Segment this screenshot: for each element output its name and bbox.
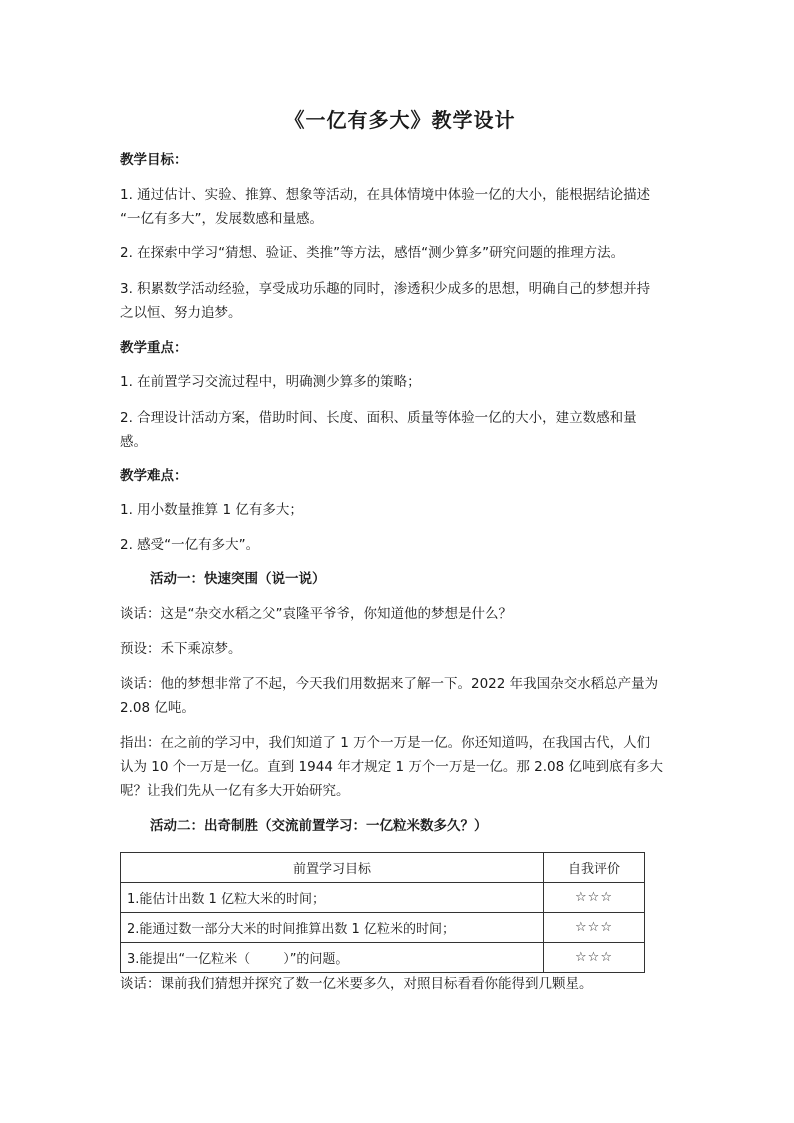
table-header-row [121,853,645,883]
key-point-2-line-1: 2. 合理设计活动方案，借助时间、长度、面积、质量等体验一亿的大小，建立数感和量 [120,410,637,426]
activity-1-preset: 预设：禾下乘凉梦。 [120,641,242,657]
objective-2: 2. 在探索中学习“猜想、验证、类推”等方法，感悟“测少算多”研究问题的推理方法。 [120,245,625,261]
activity-1-talk-2-line-1: 谈话：他的梦想非常了不起，今天我们用数据来了解一下。2022 年我国杂交水稻总产量为 [120,676,659,692]
activity-1-point-line-1: 指出：在之前的学习中，我们知道了 1 万个一万是一亿。你还知道吗，在我国古代，人们 [120,735,651,751]
activity-2-heading: 活动二：出奇制胜（交流前置学习：一亿粒米数多久？） [150,818,488,834]
activity-1-point-line-2: 认为 10 个一万是一亿。直到 1944 年才规定 1 万个一万是一亿。那 2.08 亿吨到底有多大 [120,759,664,775]
page-title: 《一亿有多大》教学设计 [284,108,516,132]
rating-stars: ☆☆☆ [544,943,645,973]
difficulty-1: 1. 用小数量推算 1 亿有多大； [120,502,303,518]
table-header-rating: 自我评价 [544,853,645,883]
objective-3-line-2: 之以恒、努力追梦。 [120,305,242,321]
key-point-2-line-2: 感。 [120,434,147,450]
activity-1-talk-1: 谈话：这是“杂交水稻之父”袁隆平爷爷，你知道他的梦想是什么？ [120,606,512,622]
activity-1-point-line-3: 呢？让我们先从一亿有多大开始研究。 [120,783,350,799]
table-row [121,883,645,913]
difficulties-heading: 教学难点： [120,468,188,484]
table-row [121,943,645,973]
objectives-heading: 教学目标： [120,152,188,168]
activity-1-heading: 活动一：快速突围（说一说） [150,571,326,587]
rating-stars: ☆☆☆ [544,883,645,913]
activity-2-talk: 谈话：课前我们猜想并探究了数一亿米要多久，对照目标看看你能得到几颗星。 [120,976,593,992]
objective-1-line-1: 1. 通过估计、实验、推算、想象等活动，在具体情境中体验一亿的大小，能根据结论描述 [120,187,651,203]
rating-stars: ☆☆☆ [544,913,645,943]
objective-1-line-2: “一亿有多大”，发展数感和量感。 [120,211,323,227]
pre-study-goals-table [120,852,645,973]
objective-3-line-1: 3. 积累数学活动经验，享受成功乐趣的同时，渗透积少成多的思想，明确自己的梦想并持 [120,281,651,297]
difficulty-2: 2. 感受“一亿有多大”。 [120,537,260,553]
goal-cell: 3.能提出“一亿粒米（ ）”的问题。 [121,943,544,973]
key-point-1: 1. 在前置学习交流过程中，明确测少算多的策略； [120,374,421,390]
table-row [121,913,645,943]
activity-1-talk-2-line-2: 2.08 亿吨。 [120,700,195,716]
goal-cell: 1.能估计出数 1 亿粒大米的时间； [121,883,544,913]
goal-cell: 2.能通过数一部分大米的时间推算出数 1 亿粒米的时间； [121,913,544,943]
table-header-goal: 前置学习目标 [121,853,544,883]
key-points-heading: 教学重点： [120,340,188,356]
